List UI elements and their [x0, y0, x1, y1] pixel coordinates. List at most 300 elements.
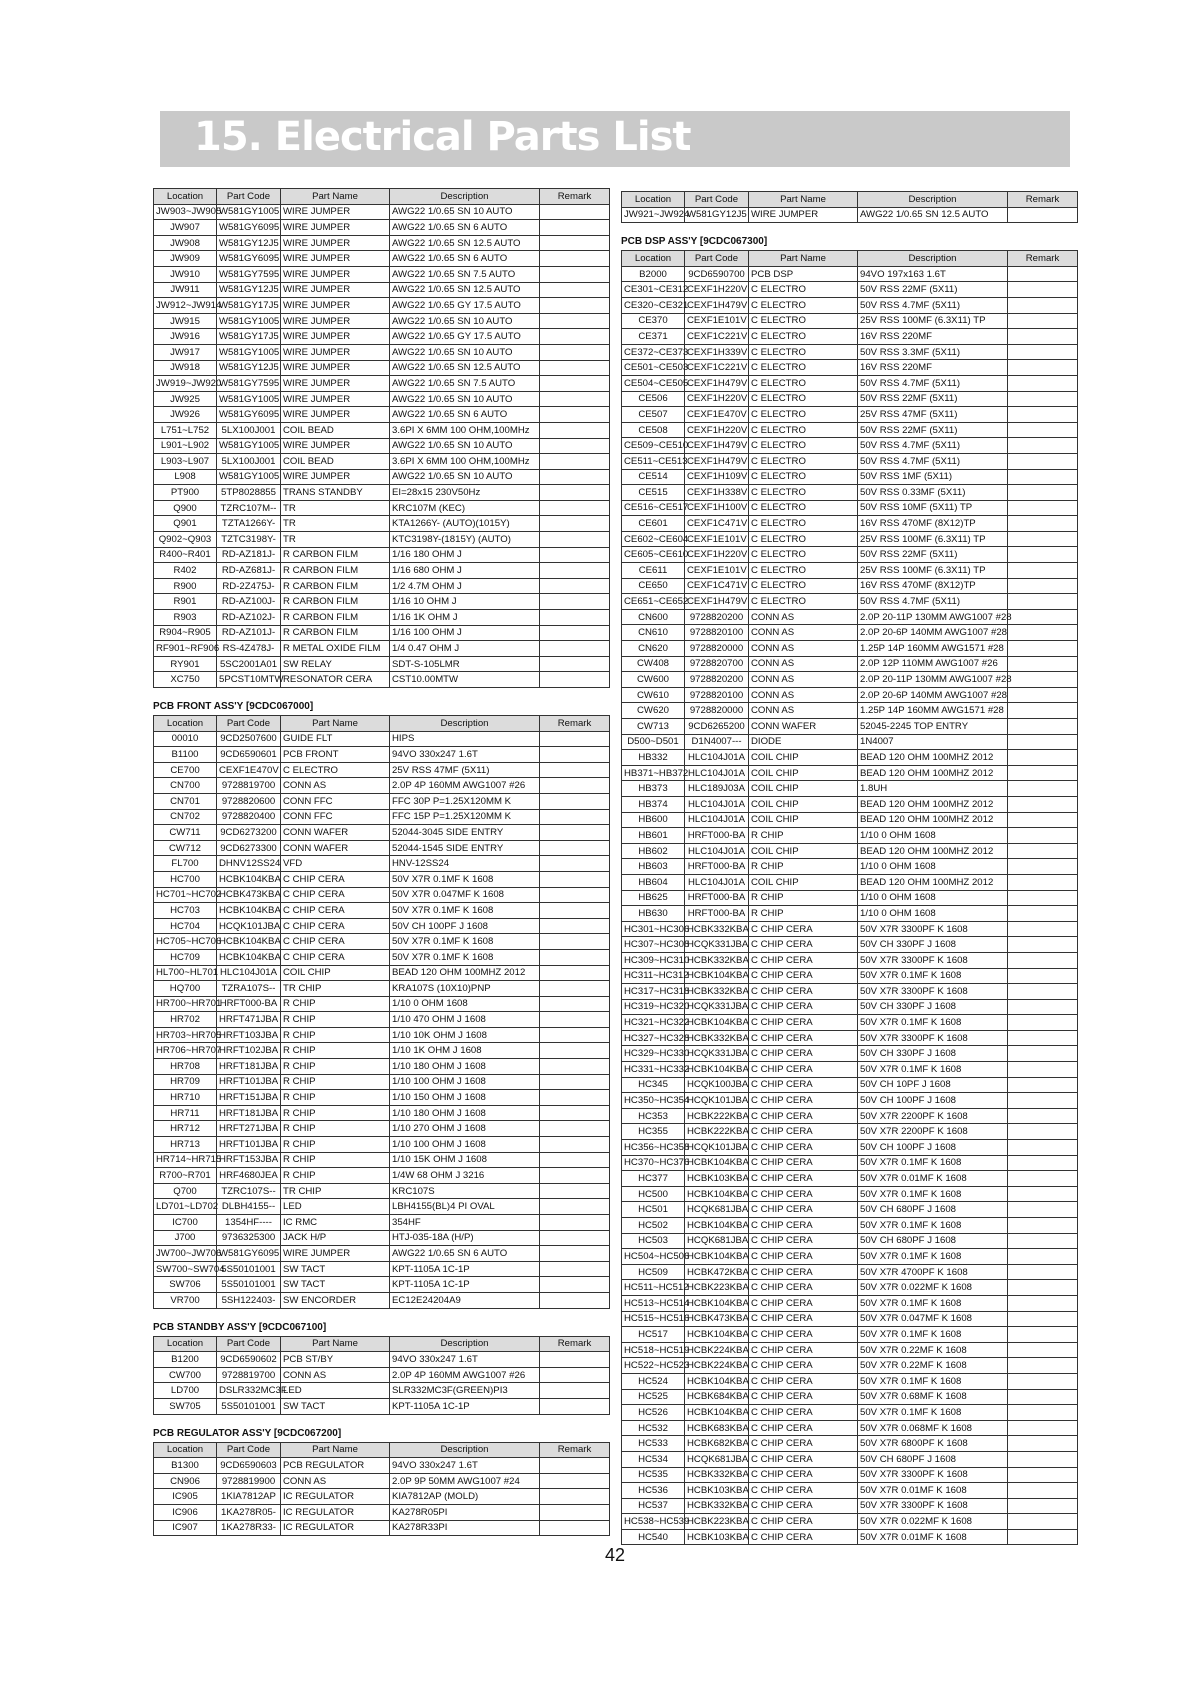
cell-remark [1008, 609, 1078, 625]
cell-desc: 50V X7R 0.68MF K 1608 [858, 1389, 1008, 1405]
page-title: 15. Electrical Parts List [194, 114, 691, 160]
cell-code: HCBK224KBA [685, 1358, 749, 1374]
cell-remark [540, 856, 610, 872]
table-row [622, 329, 1078, 345]
cell-desc: 94VO 330x247 1.6T [390, 747, 540, 763]
cell-remark [1008, 719, 1078, 735]
cell-desc: 50V X7R 0.01MF K 1608 [858, 1529, 1008, 1545]
cell-desc: 50V RSS 1MF (5X11) [858, 469, 1008, 485]
cell-loc: HC350~HC354 [622, 1093, 685, 1109]
table-row [154, 578, 610, 594]
cell-remark [1008, 703, 1078, 719]
cell-name: C CHIP CERA [749, 1015, 858, 1031]
cell-desc: BEAD 120 OHM 100MHZ 2012 [858, 796, 1008, 812]
cell-name: C CHIP CERA [281, 934, 390, 950]
cell-name: C ELECTRO [749, 313, 858, 329]
section-title: PCB REGULATOR ASS'Y [9CDC067200] [153, 1427, 342, 1439]
cell-code: W581GY1005 [217, 313, 281, 329]
cell-loc: HC700 [154, 871, 217, 887]
table-row [622, 656, 1078, 672]
cell-code: HCBK104KBA [685, 968, 749, 984]
table-row [154, 563, 610, 579]
cell-desc: 50V X7R 0.068MF K 1608 [858, 1420, 1008, 1436]
column-header-name: Part Name [281, 189, 390, 205]
cell-remark [540, 1043, 610, 1059]
cell-desc: 1/10 100 OHM J 1608 [390, 1137, 540, 1153]
cell-desc: 50V X7R 3300PF K 1608 [858, 1030, 1008, 1046]
cell-loc: HB371~HB372 [622, 765, 685, 781]
column-header-desc: Description [858, 251, 1008, 267]
cell-code: HCBK103KBA [685, 1529, 749, 1545]
table-row [154, 485, 610, 501]
cell-loc: HC522~HC523 [622, 1358, 685, 1374]
cell-desc: 50V X7R 0.1MF K 1608 [390, 934, 540, 950]
cell-desc: 1/10 150 OHM J 1608 [390, 1090, 540, 1106]
table-row [154, 1398, 610, 1414]
cell-remark [540, 376, 610, 392]
cell-name: C CHIP CERA [749, 921, 858, 937]
cell-code: W581GY6095 [217, 220, 281, 236]
cell-name: WIRE JUMPER [281, 391, 390, 407]
cell-remark [540, 981, 610, 997]
cell-loc: HC370~HC376 [622, 1155, 685, 1171]
column-header-remark: Remark [540, 716, 610, 732]
cell-name: CONN AS [749, 656, 858, 672]
cell-code: DHNV12SS24 [217, 856, 281, 872]
cell-remark [540, 903, 610, 919]
table-row [622, 1389, 1078, 1405]
table-header-row [622, 192, 1078, 208]
cell-name: WIRE JUMPER [281, 329, 390, 345]
cell-name: R CHIP [281, 1059, 390, 1075]
cell-name: COIL CHIP [749, 874, 858, 890]
cell-remark [540, 454, 610, 470]
cell-code: W581GY1005 [217, 204, 281, 220]
cell-loc: HR712 [154, 1121, 217, 1137]
cell-remark [1008, 1218, 1078, 1234]
cell-code: HCBK473KBA [217, 887, 281, 903]
cell-loc: CE651~CE652 [622, 594, 685, 610]
cell-loc: R400~R401 [154, 547, 217, 563]
cell-desc: BEAD 120 OHM 100MHZ 2012 [858, 874, 1008, 890]
cell-name: R CHIP [281, 1137, 390, 1153]
table-row [622, 750, 1078, 766]
cell-loc: CW600 [622, 672, 685, 688]
cell-loc: HC321~HC322 [622, 1015, 685, 1031]
cell-code: HCQK681JBA [685, 1233, 749, 1249]
table-row [154, 1277, 610, 1293]
cell-name: C CHIP CERA [749, 1420, 858, 1436]
table-row [154, 1074, 610, 1090]
cell-remark [1008, 563, 1078, 579]
cell-name: WIRE JUMPER [281, 235, 390, 251]
parts-table [153, 1336, 610, 1415]
cell-desc: 2.0P 20-11P 130MM AWG1007 #28 [858, 609, 1008, 625]
cell-code: W581GY6095 [217, 251, 281, 267]
cell-name: C CHIP CERA [749, 1218, 858, 1234]
table-row [622, 1295, 1078, 1311]
cell-remark [1008, 937, 1078, 953]
cell-name: R CHIP [281, 1043, 390, 1059]
cell-name: WIRE JUMPER [281, 282, 390, 298]
cell-loc: CW713 [622, 719, 685, 735]
cell-loc: CN701 [154, 793, 217, 809]
cell-code: 9728820000 [685, 703, 749, 719]
cell-remark [1008, 1436, 1078, 1452]
cell-code: CEXF1E101V [685, 313, 749, 329]
cell-remark [540, 731, 610, 747]
cell-loc: IC905 [154, 1489, 217, 1505]
cell-code: HCBK332KBA [685, 984, 749, 1000]
cell-code: CEXF1C221V [685, 360, 749, 376]
cell-code: W581GY1005 [217, 469, 281, 485]
cell-name: C CHIP CERA [749, 1202, 858, 1218]
cell-name: WIRE JUMPER [281, 266, 390, 282]
cell-name: WIRE JUMPER [281, 438, 390, 454]
cell-code: 5SH122403- [217, 1292, 281, 1308]
cell-code: HCQK331JBA [685, 937, 749, 953]
cell-remark [1008, 1295, 1078, 1311]
cell-code: 9CD6590601 [217, 747, 281, 763]
cell-remark [540, 762, 610, 778]
cell-code: RD-2Z475J- [217, 578, 281, 594]
cell-loc: CE605~CE610 [622, 547, 685, 563]
table-row [154, 329, 610, 345]
table-row [154, 1383, 610, 1399]
cell-remark [540, 360, 610, 376]
cell-remark [540, 1168, 610, 1184]
cell-code: HCBK683KBA [685, 1420, 749, 1436]
cell-loc: JW908 [154, 235, 217, 251]
parts-table [153, 1442, 610, 1537]
table-row [154, 1152, 610, 1168]
cell-name: RESONATOR CERA [281, 672, 390, 688]
table-row [622, 1358, 1078, 1374]
cell-name: C CHIP CERA [749, 1514, 858, 1530]
cell-desc: AWG22 1/0.65 SN 10 AUTO [390, 344, 540, 360]
cell-remark [1008, 906, 1078, 922]
cell-name: C CHIP CERA [749, 1264, 858, 1280]
cell-code: RD-AZ102J- [217, 610, 281, 626]
cell-name: COIL CHIP [281, 965, 390, 981]
table-row [154, 313, 610, 329]
cell-loc: HC525 [622, 1389, 685, 1405]
cell-loc: HC705~HC706 [154, 934, 217, 950]
cell-code: 1KA278R33- [217, 1520, 281, 1536]
table-row [622, 937, 1078, 953]
cell-remark [1008, 734, 1078, 750]
cell-code: CEXF1H339V [685, 344, 749, 360]
column-header-name: Part Name [749, 251, 858, 267]
cell-loc: VR700 [154, 1292, 217, 1308]
left-column [153, 188, 610, 1536]
cell-loc: JW916 [154, 329, 217, 345]
cell-name: R CHIP [281, 1152, 390, 1168]
cell-loc: HR710 [154, 1090, 217, 1106]
cell-desc: HIPS [390, 731, 540, 747]
cell-code: 9728820700 [685, 656, 749, 672]
cell-code: 9728820000 [685, 641, 749, 657]
cell-name: C CHIP CERA [749, 952, 858, 968]
cell-desc: 1/10 0 OHM 1608 [858, 906, 1008, 922]
cell-loc: HC311~HC312 [622, 968, 685, 984]
cell-remark [540, 1074, 610, 1090]
table-row [622, 1171, 1078, 1187]
cell-code: CEXF1H220V [685, 391, 749, 407]
table-row [622, 282, 1078, 298]
cell-desc: 25V RSS 100MF (6.3X11) TP [858, 313, 1008, 329]
cell-loc: CN702 [154, 809, 217, 825]
cell-name: C ELECTRO [749, 469, 858, 485]
cell-remark [1008, 1358, 1078, 1374]
cell-remark [1008, 1529, 1078, 1545]
cell-name: C CHIP CERA [281, 887, 390, 903]
cell-name: COIL BEAD [281, 454, 390, 470]
cell-loc: JW907 [154, 220, 217, 236]
cell-name: CONN AS [749, 687, 858, 703]
cell-loc: JW915 [154, 313, 217, 329]
cell-remark [540, 918, 610, 934]
cell-desc: 50V CH 330PF J 1608 [858, 999, 1008, 1015]
cell-desc: 1/16 100 OHM J [390, 625, 540, 641]
cell-code: CEXF1H479V [685, 453, 749, 469]
cell-remark [540, 391, 610, 407]
table-row [622, 641, 1078, 657]
cell-desc: AWG22 1/0.65 SN 10 AUTO [390, 438, 540, 454]
table-row [154, 949, 610, 965]
cell-code: 9728820400 [217, 809, 281, 825]
cell-name: R CHIP [281, 1105, 390, 1121]
cell-name: C CHIP CERA [749, 937, 858, 953]
table-row [622, 207, 1078, 223]
table-row [622, 1327, 1078, 1343]
cell-name: COIL BEAD [281, 422, 390, 438]
cell-loc: JW911 [154, 282, 217, 298]
table-row [154, 1261, 610, 1277]
cell-name: C CHIP CERA [749, 1140, 858, 1156]
cell-remark [540, 1398, 610, 1414]
cell-code: 9CD6273300 [217, 840, 281, 856]
cell-desc: 94VO 197x163 1.6T [858, 266, 1008, 282]
column-header-loc: Location [622, 192, 685, 208]
cell-desc: 2.0P 12P 110MM AWG1007 #26 [858, 656, 1008, 672]
cell-name: IC REGULATOR [281, 1489, 390, 1505]
table-row [622, 422, 1078, 438]
cell-remark [540, 887, 610, 903]
cell-desc: 1.25P 14P 160MM AWG1571 #28 [858, 641, 1008, 657]
cell-code: 1KIA7812AP [217, 1489, 281, 1505]
cell-code: HRFT000-BA [217, 996, 281, 1012]
cell-desc: 16V RSS 470MF (8X12)TP [858, 516, 1008, 532]
cell-loc: CN906 [154, 1473, 217, 1489]
table-row [154, 251, 610, 267]
cell-code: HLC104J01A [685, 796, 749, 812]
cell-remark [540, 1137, 610, 1153]
cell-desc: 50V CH 680PF J 1608 [858, 1233, 1008, 1249]
cell-loc: CE514 [622, 469, 685, 485]
table-row [622, 781, 1078, 797]
cell-code: 9728820200 [685, 609, 749, 625]
cell-desc: 25V RSS 100MF (6.3X11) TP [858, 563, 1008, 579]
cell-name: IC RMC [281, 1215, 390, 1231]
cell-remark [540, 1261, 610, 1277]
cell-desc: 50V X7R 3300PF K 1608 [858, 984, 1008, 1000]
cell-code: CEXF1E101V [685, 531, 749, 547]
cell-remark [540, 469, 610, 485]
cell-desc: 50V X7R 0.1MF K 1608 [858, 968, 1008, 984]
cell-name: WIRE JUMPER [281, 376, 390, 392]
table-row [154, 547, 610, 563]
cell-desc: HTJ-035-18A (H/P) [390, 1230, 540, 1246]
table-row [622, 828, 1078, 844]
cell-loc: JW918 [154, 360, 217, 376]
cell-code: W581GY17J5 [217, 329, 281, 345]
cell-loc: CE650 [622, 578, 685, 594]
cell-name: C ELECTRO [749, 391, 858, 407]
cell-name: C CHIP CERA [749, 1155, 858, 1171]
cell-remark [540, 934, 610, 950]
cell-desc: 1/10 100 OHM J 1608 [390, 1074, 540, 1090]
cell-code: RD-AZ181J- [217, 547, 281, 563]
cell-name: C CHIP CERA [749, 1373, 858, 1389]
cell-name: C CHIP CERA [749, 1062, 858, 1078]
column-header-code: Part Code [217, 1442, 281, 1458]
cell-desc: 1/2 4.7M OHM J [390, 578, 540, 594]
cell-desc: AWG22 1/0.65 SN 6 AUTO [390, 220, 540, 236]
cell-remark [1008, 999, 1078, 1015]
cell-desc: 16V RSS 220MF [858, 329, 1008, 345]
cell-name: C CHIP CERA [749, 1124, 858, 1140]
cell-name: C CHIP CERA [749, 1186, 858, 1202]
table-row [154, 1504, 610, 1520]
cell-remark [1008, 516, 1078, 532]
cell-desc: 50V RSS 10MF (5X11) TP [858, 500, 1008, 516]
cell-loc: HC515~HC516 [622, 1311, 685, 1327]
section-title: PCB DSP ASS'Y [9CDC067300] [621, 236, 768, 248]
table-row [622, 1140, 1078, 1156]
table-row [622, 906, 1078, 922]
cell-desc: EI=28x15 230V50Hz [390, 485, 540, 501]
cell-name: R CHIP [749, 828, 858, 844]
table-header-row [154, 716, 610, 732]
cell-code: TZTC3198Y- [217, 532, 281, 548]
cell-code: HRFT271JBA [217, 1121, 281, 1137]
cell-name: LED [281, 1199, 390, 1215]
cell-desc: EC12E24204A9 [390, 1292, 540, 1308]
cell-remark [540, 298, 610, 314]
table-row [622, 1030, 1078, 1046]
cell-code: D1N4007--- [685, 734, 749, 750]
cell-loc: HB600 [622, 812, 685, 828]
cell-desc: KA278R33PI [390, 1520, 540, 1536]
cell-desc: AWG22 1/0.65 SN 6 AUTO [390, 1246, 540, 1262]
cell-desc: 50V CH 330PF J 1608 [858, 1046, 1008, 1062]
table-row [154, 731, 610, 747]
cell-remark [1008, 375, 1078, 391]
cell-name: WIRE JUMPER [281, 251, 390, 267]
table-row [622, 703, 1078, 719]
cell-desc: CST10.00MTW [390, 672, 540, 688]
cell-name: R CHIP [749, 890, 858, 906]
cell-code: CEXF1H338V [685, 485, 749, 501]
cell-code: TZTA1266Y- [217, 516, 281, 532]
cell-remark [1008, 1124, 1078, 1140]
cell-code: HRFT000-BA [685, 890, 749, 906]
cell-remark [1008, 890, 1078, 906]
cell-loc: HB374 [622, 796, 685, 812]
parts-table [621, 191, 1078, 223]
cell-code: 9728819700 [217, 778, 281, 794]
cell-name: C CHIP CERA [749, 1467, 858, 1483]
cell-name: R CHIP [281, 1121, 390, 1137]
cell-loc: CE372~CE373 [622, 344, 685, 360]
cell-code: CEXF1C471V [685, 516, 749, 532]
cell-name: IC REGULATOR [281, 1520, 390, 1536]
cell-name: R CHIP [749, 859, 858, 875]
table-row [622, 1249, 1078, 1265]
cell-name: IC REGULATOR [281, 1504, 390, 1520]
table-row [622, 313, 1078, 329]
cell-remark [1008, 1467, 1078, 1483]
cell-loc: PT900 [154, 485, 217, 501]
cell-loc: HC503 [622, 1233, 685, 1249]
table-row [622, 547, 1078, 563]
cell-loc: HC704 [154, 918, 217, 934]
cell-code: RS-4Z478J- [217, 641, 281, 657]
cell-loc: CE506 [622, 391, 685, 407]
cell-loc: JW700~JW706 [154, 1246, 217, 1262]
cell-desc: 50V X7R 2200PF K 1608 [858, 1124, 1008, 1140]
cell-loc: JW912~JW914 [154, 298, 217, 314]
cell-loc: CE602~CE604 [622, 531, 685, 547]
parts-table [621, 250, 1078, 1545]
cell-loc: CE516~CE517 [622, 500, 685, 516]
column-header-name: Part Name [281, 1336, 390, 1352]
cell-code: HRFT181JBA [217, 1105, 281, 1121]
cell-name: R CARBON FILM [281, 625, 390, 641]
cell-loc: HC511~HC512 [622, 1280, 685, 1296]
cell-loc: HC317~HC318 [622, 984, 685, 1000]
table-row [154, 625, 610, 641]
cell-name: SW TACT [281, 1261, 390, 1277]
cell-desc: 50V CH 100PF J 1608 [858, 1093, 1008, 1109]
column-header-remark: Remark [1008, 251, 1078, 267]
cell-loc: HR709 [154, 1074, 217, 1090]
cell-loc: CE511~CE513 [622, 453, 685, 469]
cell-code: HCBK104KBA [685, 1186, 749, 1202]
cell-code: HRF4680JEA [217, 1168, 281, 1184]
cell-desc: 50V X7R 0.047MF K 1608 [858, 1311, 1008, 1327]
table-row [154, 981, 610, 997]
cell-remark [540, 656, 610, 672]
cell-desc: AWG22 1/0.65 SN 6 AUTO [390, 407, 540, 423]
cell-remark [1008, 1202, 1078, 1218]
table-row [622, 1124, 1078, 1140]
cell-name: C CHIP CERA [749, 1280, 858, 1296]
cell-loc: HC501 [622, 1202, 685, 1218]
cell-code: 5S50101001 [217, 1277, 281, 1293]
cell-remark [1008, 1171, 1078, 1187]
cell-loc: R903 [154, 610, 217, 626]
cell-code: HRFT000-BA [685, 906, 749, 922]
cell-loc: HB604 [622, 874, 685, 890]
cell-remark [540, 1277, 610, 1293]
table-row [622, 1202, 1078, 1218]
table-row [622, 1108, 1078, 1124]
cell-desc: 50V X7R 0.022MF K 1608 [858, 1280, 1008, 1296]
cell-desc: 50V RSS 22MF (5X11) [858, 422, 1008, 438]
cell-desc: BEAD 120 OHM 100MHZ 2012 [858, 750, 1008, 766]
